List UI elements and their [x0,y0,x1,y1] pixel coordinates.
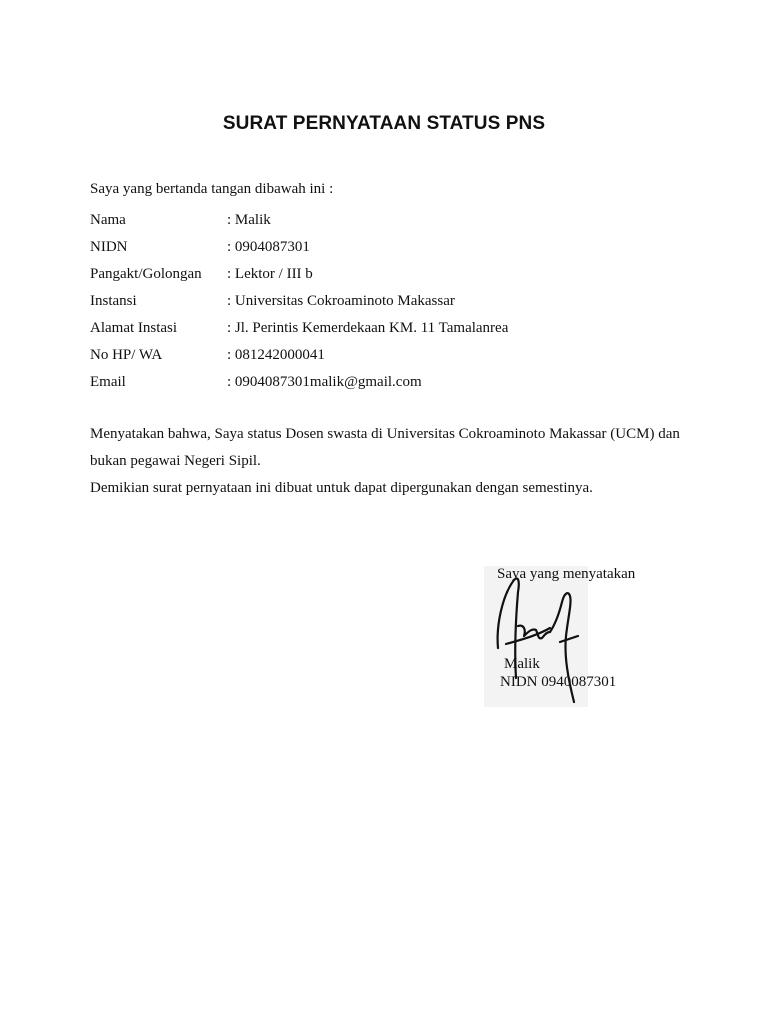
field-value: : 0904087301 [227,239,310,255]
field-value: : Jl. Perintis Kemerdekaan KM. 11 Tamalanrea [227,320,509,336]
field-value: : Universitas Cokroaminoto Makassar [227,293,455,309]
field-value: : Malik [227,212,271,228]
field-label: Alamat Instasi [90,320,178,336]
field-row-alamat [90,315,508,342]
signature-heading: Saya yang menyatakan [497,566,636,582]
field-value: : Lektor / III b [227,266,313,282]
field-row-nama [90,207,508,234]
field-value: : 081242000041 [227,347,325,363]
field-row-golongan [90,261,508,288]
statement-paragraph: Menyatakan bahwa, Saya status Dosen swasta di Universitas Cokroaminoto Makassar (UCM) dan bukan pegawai Negeri Sipil. [90,426,680,469]
identity-fields [90,207,508,396]
field-label: Instansi [90,293,137,309]
closing-paragraph: Demikian surat pernyataan ini dibuat untuk dapat dipergunakan dengan semestinya. [90,480,593,496]
intro-text: Saya yang bertanda tangan dibawah ini : [90,181,334,197]
signer-nidn: NIDN 0940087301 [500,674,617,690]
statement-block [90,421,700,502]
field-row-instansi [90,288,508,315]
field-row-phone [90,342,508,369]
field-label: Email [90,374,126,390]
document-title: SURAT PERNYATAAN STATUS PNS [222,113,546,134]
signer-name: Malik [504,656,540,672]
field-label: Nama [90,212,126,228]
field-row-email [90,369,508,396]
field-label: No HP/ WA [90,347,163,363]
field-label: NIDN [90,239,128,255]
field-row-nidn [90,234,508,261]
field-label: Pangakt/Golongan [90,266,202,282]
field-value: : 0904087301malik@gmail.com [227,374,422,390]
